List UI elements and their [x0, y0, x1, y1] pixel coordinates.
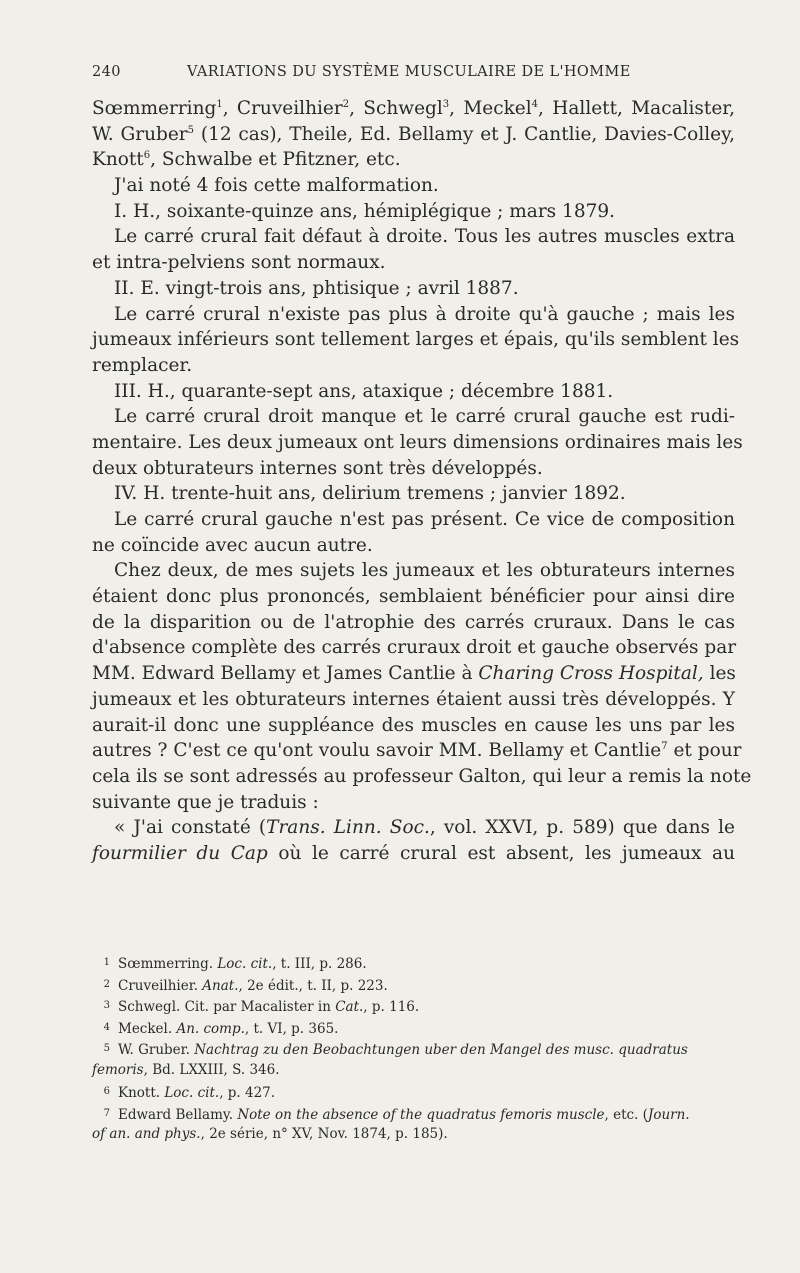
footnote-continuation: of an. and phys., 2e série, n° XV, Nov. 1874, p. 185). — [92, 1126, 448, 1142]
text-line: W. Gruber$^5$ (12 cas), Theile, Ed. Bellamy et J. Cantlie, Davies-Colley, — [92, 123, 735, 145]
text-line: remplacer. — [92, 354, 193, 376]
footnote-ref: 2 — [342, 99, 350, 110]
case-heading: III. H., quarante-sept ans, ataxique ; décembre 1881. — [114, 380, 614, 402]
text-line: Chez deux, de mes sujets les jumeaux et les obturateurs internes — [114, 560, 735, 582]
text-line: d'absence complète des carrés cruraux droit et gauche observés par — [92, 637, 737, 659]
text-line: suivante que je traduis : — [92, 791, 319, 813]
footnote-ref: 5 — [187, 124, 195, 136]
text-line: fourmilier du Cap où le carré crural est absent, les jumeaux au — [92, 842, 735, 864]
text-line: MM. Edward Bellamy et James Cantlie à Charing Cross Hospital, les — [92, 663, 736, 685]
text-line: ne coïncide avec aucun autre. — [92, 534, 373, 556]
page-number: 240 — [92, 64, 121, 80]
footnote-continuation: femoris, Bd. LXXIII, S. 346. — [92, 1061, 280, 1078]
text-line: mentaire. Les deux jumeaux ont leurs dimensions ordinaires mais les — [92, 431, 743, 453]
running-title: VARIATIONS DU SYSTÈME MUSCULAIRE DE L'HOMME — [187, 64, 631, 80]
footnote-ref: 3 — [442, 99, 450, 110]
italic-text: fourmilier du Cap — [92, 842, 268, 864]
text-line: Le carré crural gauche n'est pas présent. Ce vice de composition — [114, 509, 735, 530]
footnotes — [92, 952, 735, 1146]
footnote-ref: 1 — [216, 99, 223, 110]
text-line: cela ils se sont adressés au professeur Galton, qui leur a remis la note — [92, 765, 752, 787]
italic-text: Trans. Linn. Soc. — [266, 817, 430, 839]
footnote-ref: 7 — [661, 741, 668, 753]
text-line: autres ? C'est ce qu'ont voulu savoir MM. Bellamy et Cantlie$^7$ et pour — [92, 740, 742, 762]
text-line: jumeaux inférieurs sont tellement larges et épais, qu'ils semblent les — [92, 329, 740, 351]
footnote: 6 Knott. Loc. cit., p. 427. — [103, 1085, 276, 1101]
footnote: 5 W. Gruber. Nachtrag zu den Beobachtungen uber den Mangel des musc. quadratus — [103, 1042, 688, 1058]
footnote: 7 Edward Bellamy. Note on the absence of the quadratus femoris muscle, etc. (Journ. — [103, 1106, 690, 1123]
text-line: aurait-il donc une suppléance des muscles en cause les uns par les — [92, 714, 735, 736]
text-line: étaient donc plus prononcés, semblaient bénéficier pour ainsi dire — [92, 586, 735, 608]
text-line: Knott$^6$, Schwalbe et Pfitzner, etc. — [92, 149, 401, 171]
text-line: deux obturateurs internes sont très développés. — [92, 457, 543, 479]
text-line: Le carré crural n'existe pas plus à droite qu'à gauche ; mais les — [114, 303, 735, 325]
case-heading: I. H., soixante-quinze ans, hémiplégique ; mars 1879. — [114, 200, 616, 222]
text-line: « J'ai constaté (Trans. Linn. Soc., vol. XXVI, p. 589) que dans le — [114, 817, 735, 839]
text-line: Le carré crural fait défaut à droite. Tous les autres muscles extra — [114, 226, 735, 248]
case-heading: IV. H. trente-huit ans, delirium tremens ; janvier 1892. — [114, 483, 626, 505]
text-line: J'ai noté 4 fois cette malformation. — [114, 175, 439, 197]
footnote: 2 Cruveilhier. Anat., 2e édit., t. II, p. 223. — [103, 977, 388, 994]
footnote: 4 Meckel. An. comp., t. VI, p. 365. — [103, 1020, 339, 1037]
footnote-ref: 6 — [143, 150, 151, 162]
footnote: 3 Schwegl. Cit. par Macalister in Cat., p. 116. — [103, 999, 420, 1015]
text-line: de la disparition ou de l'atrophie des carrés cruraux. Dans le cas — [92, 611, 735, 633]
text-line: et intra-pelviens sont normaux. — [92, 252, 386, 274]
italic-text: Charing Cross Hospital, — [478, 663, 704, 685]
footnote-ref: 4 — [531, 99, 539, 110]
footnote: 1 Sœmmerring. Loc. cit., t. III, p. 286. — [103, 956, 367, 972]
body-text — [92, 96, 752, 867]
text-line: jumeaux et les obturateurs internes étaient aussi très développés. Y — [92, 688, 735, 710]
text-line: Sœmmerring$^1$, Cruveilhier$^2$, Schwegl$^3$, Meckel$^4$, Hallett, Macalister, — [92, 98, 735, 119]
case-heading: II. E. vingt-trois ans, phtisique ; avril 1887. — [114, 277, 519, 299]
text-line: Le carré crural droit manque et le carré crural gauche est rudi- — [114, 406, 735, 428]
